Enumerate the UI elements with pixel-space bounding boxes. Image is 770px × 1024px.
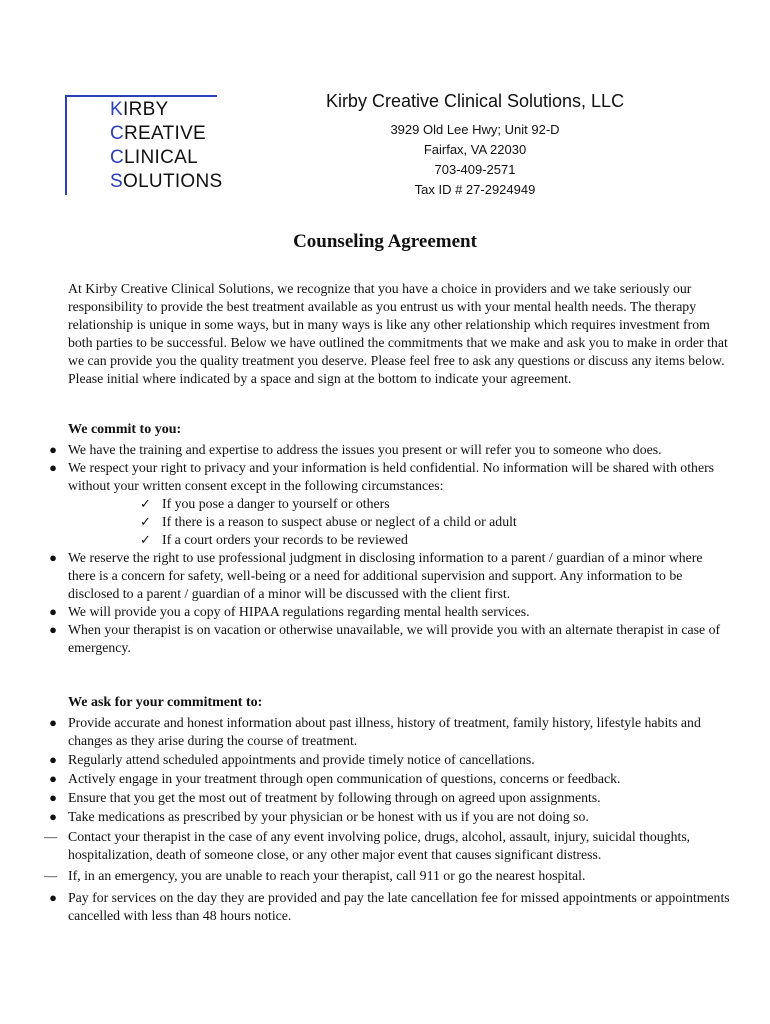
- list-item: ● Pay for services on the day they are provided and pay the late cancellation fee for missed appointments or appointments cancelled with less than 48 hours notice.: [0, 889, 770, 925]
- list-item: — Contact your therapist in the case of any event involving police, drugs, alcohol, assault, injury, suicidal thoughts, hospitalization, death of someone close, or any other major event that causes significant distress.: [44, 829, 691, 862]
- checkmark-icon: ✓: [140, 532, 151, 547]
- logo-line-creative: CREATIVE: [110, 123, 207, 144]
- dash-icon: —: [44, 868, 57, 883]
- intro-paragraph: At Kirby Creative Clinical Solutions, we recognize that you have a choice in providers and we take seriously our responsibility to provide the best treatment available as you entrust us with your mental health needs. The therapy relationship is unique in some ways, but in many ways is like any other relationship which requires investment from both parties to be successful. Below we have outlined the commitments that we make and ask you to make in order that we can provide you the quality treatment you deserve. Please feel free to ask any questions or discuss any items below. Please initial where indicated by a space and sign at the bottom to indicate your agreement.: [68, 281, 728, 386]
- logo-line-clinical: CLINICAL: [110, 147, 198, 168]
- exception-item: ✓ If a court orders your records to be reviewed: [140, 532, 408, 547]
- bullet-icon: ●: [49, 715, 57, 730]
- list-item: ● Regularly attend scheduled appointments and provide timely notice of cancellations.: [0, 751, 770, 769]
- list-item: ● Ensure that you get the most out of treatment by following through on agreed upon assignments.: [0, 789, 770, 807]
- logo-line-kirby: KIRBY: [110, 99, 169, 120]
- bullet-icon: ●: [49, 604, 57, 619]
- list-item: ● We respect your right to privacy and your information is held confidential. No information will be shared with others without your written consent except in the following circumstances: ✓ If you pose a danger to yourself or others ✓ If there is a reason to suspect abuse or neglect of a child or adult ✓ If a court orders your records to be reviewed: [0, 459, 770, 549]
- checkmark-icon: ✓: [140, 514, 151, 529]
- commit-heading: We commit to you:: [68, 422, 182, 437]
- bullet-icon: ●: [49, 890, 57, 905]
- list-item: ● Actively engage in your treatment through open communication of questions, concerns or feedback.: [0, 770, 770, 788]
- exception-list: [68, 495, 730, 549]
- bullet-icon: ●: [49, 550, 57, 565]
- bullet-icon: ●: [49, 442, 57, 457]
- letterhead: [280, 88, 670, 200]
- address-line-2: Fairfax, VA 22030: [423, 142, 527, 157]
- commit-list: [0, 441, 770, 657]
- bullet-icon: ●: [49, 622, 57, 637]
- address-line-1: 3929 Old Lee Hwy; Unit 92-D: [390, 122, 560, 137]
- list-item: ● Provide accurate and honest information about past illness, history of treatment, family history, lifestyle habits and changes as they arise during the course of treatment.: [0, 714, 770, 750]
- document-title: Counseling Agreement: [293, 231, 477, 252]
- list-item: ● We have the training and expertise to address the issues you present or will refer you to someone who does.: [0, 441, 770, 459]
- bullet-icon: ●: [49, 771, 57, 786]
- exception-item: ✓ If you pose a danger to yourself or others: [140, 496, 390, 511]
- bullet-icon: ●: [49, 790, 57, 805]
- list-item: ● Take medications as prescribed by your physician or be honest with us if you are not doing so.: [0, 808, 770, 826]
- exception-item: ✓ If there is a reason to suspect abuse or neglect of a child or adult: [140, 514, 517, 529]
- logo-line-solutions: SOLUTIONS: [110, 171, 223, 192]
- phone-number: 703-409-2571: [434, 162, 516, 177]
- tax-id: Tax ID # 27-2924949: [414, 182, 536, 197]
- company-name: Kirby Creative Clinical Solutions, LLC: [325, 91, 625, 111]
- list-item: ● When your therapist is on vacation or otherwise unavailable, we will provide you with an alternate therapist in case of emergency.: [0, 621, 770, 657]
- company-logo: [65, 95, 223, 195]
- bullet-icon: ●: [49, 752, 57, 767]
- ask-list: [0, 714, 770, 925]
- bullet-icon: ●: [49, 809, 57, 824]
- list-item: ● We reserve the right to use professional judgment in disclosing information to a parent / guardian of a minor where there is a concern for safety, well-being or a need for additional supervision and support. Any information to be disclosed to a parent / guardian of a minor will be discussed with the client first.: [0, 549, 770, 603]
- bullet-icon: ●: [49, 460, 57, 475]
- list-item: — If, in an emergency, you are unable to reach your therapist, call 911 or go the nearest hospital.: [44, 868, 586, 883]
- list-item: ● We will provide you a copy of HIPAA regulations regarding mental health services.: [0, 603, 770, 621]
- dash-icon: —: [44, 829, 57, 844]
- ask-heading: We ask for your commitment to:: [68, 695, 263, 710]
- checkmark-icon: ✓: [140, 496, 151, 511]
